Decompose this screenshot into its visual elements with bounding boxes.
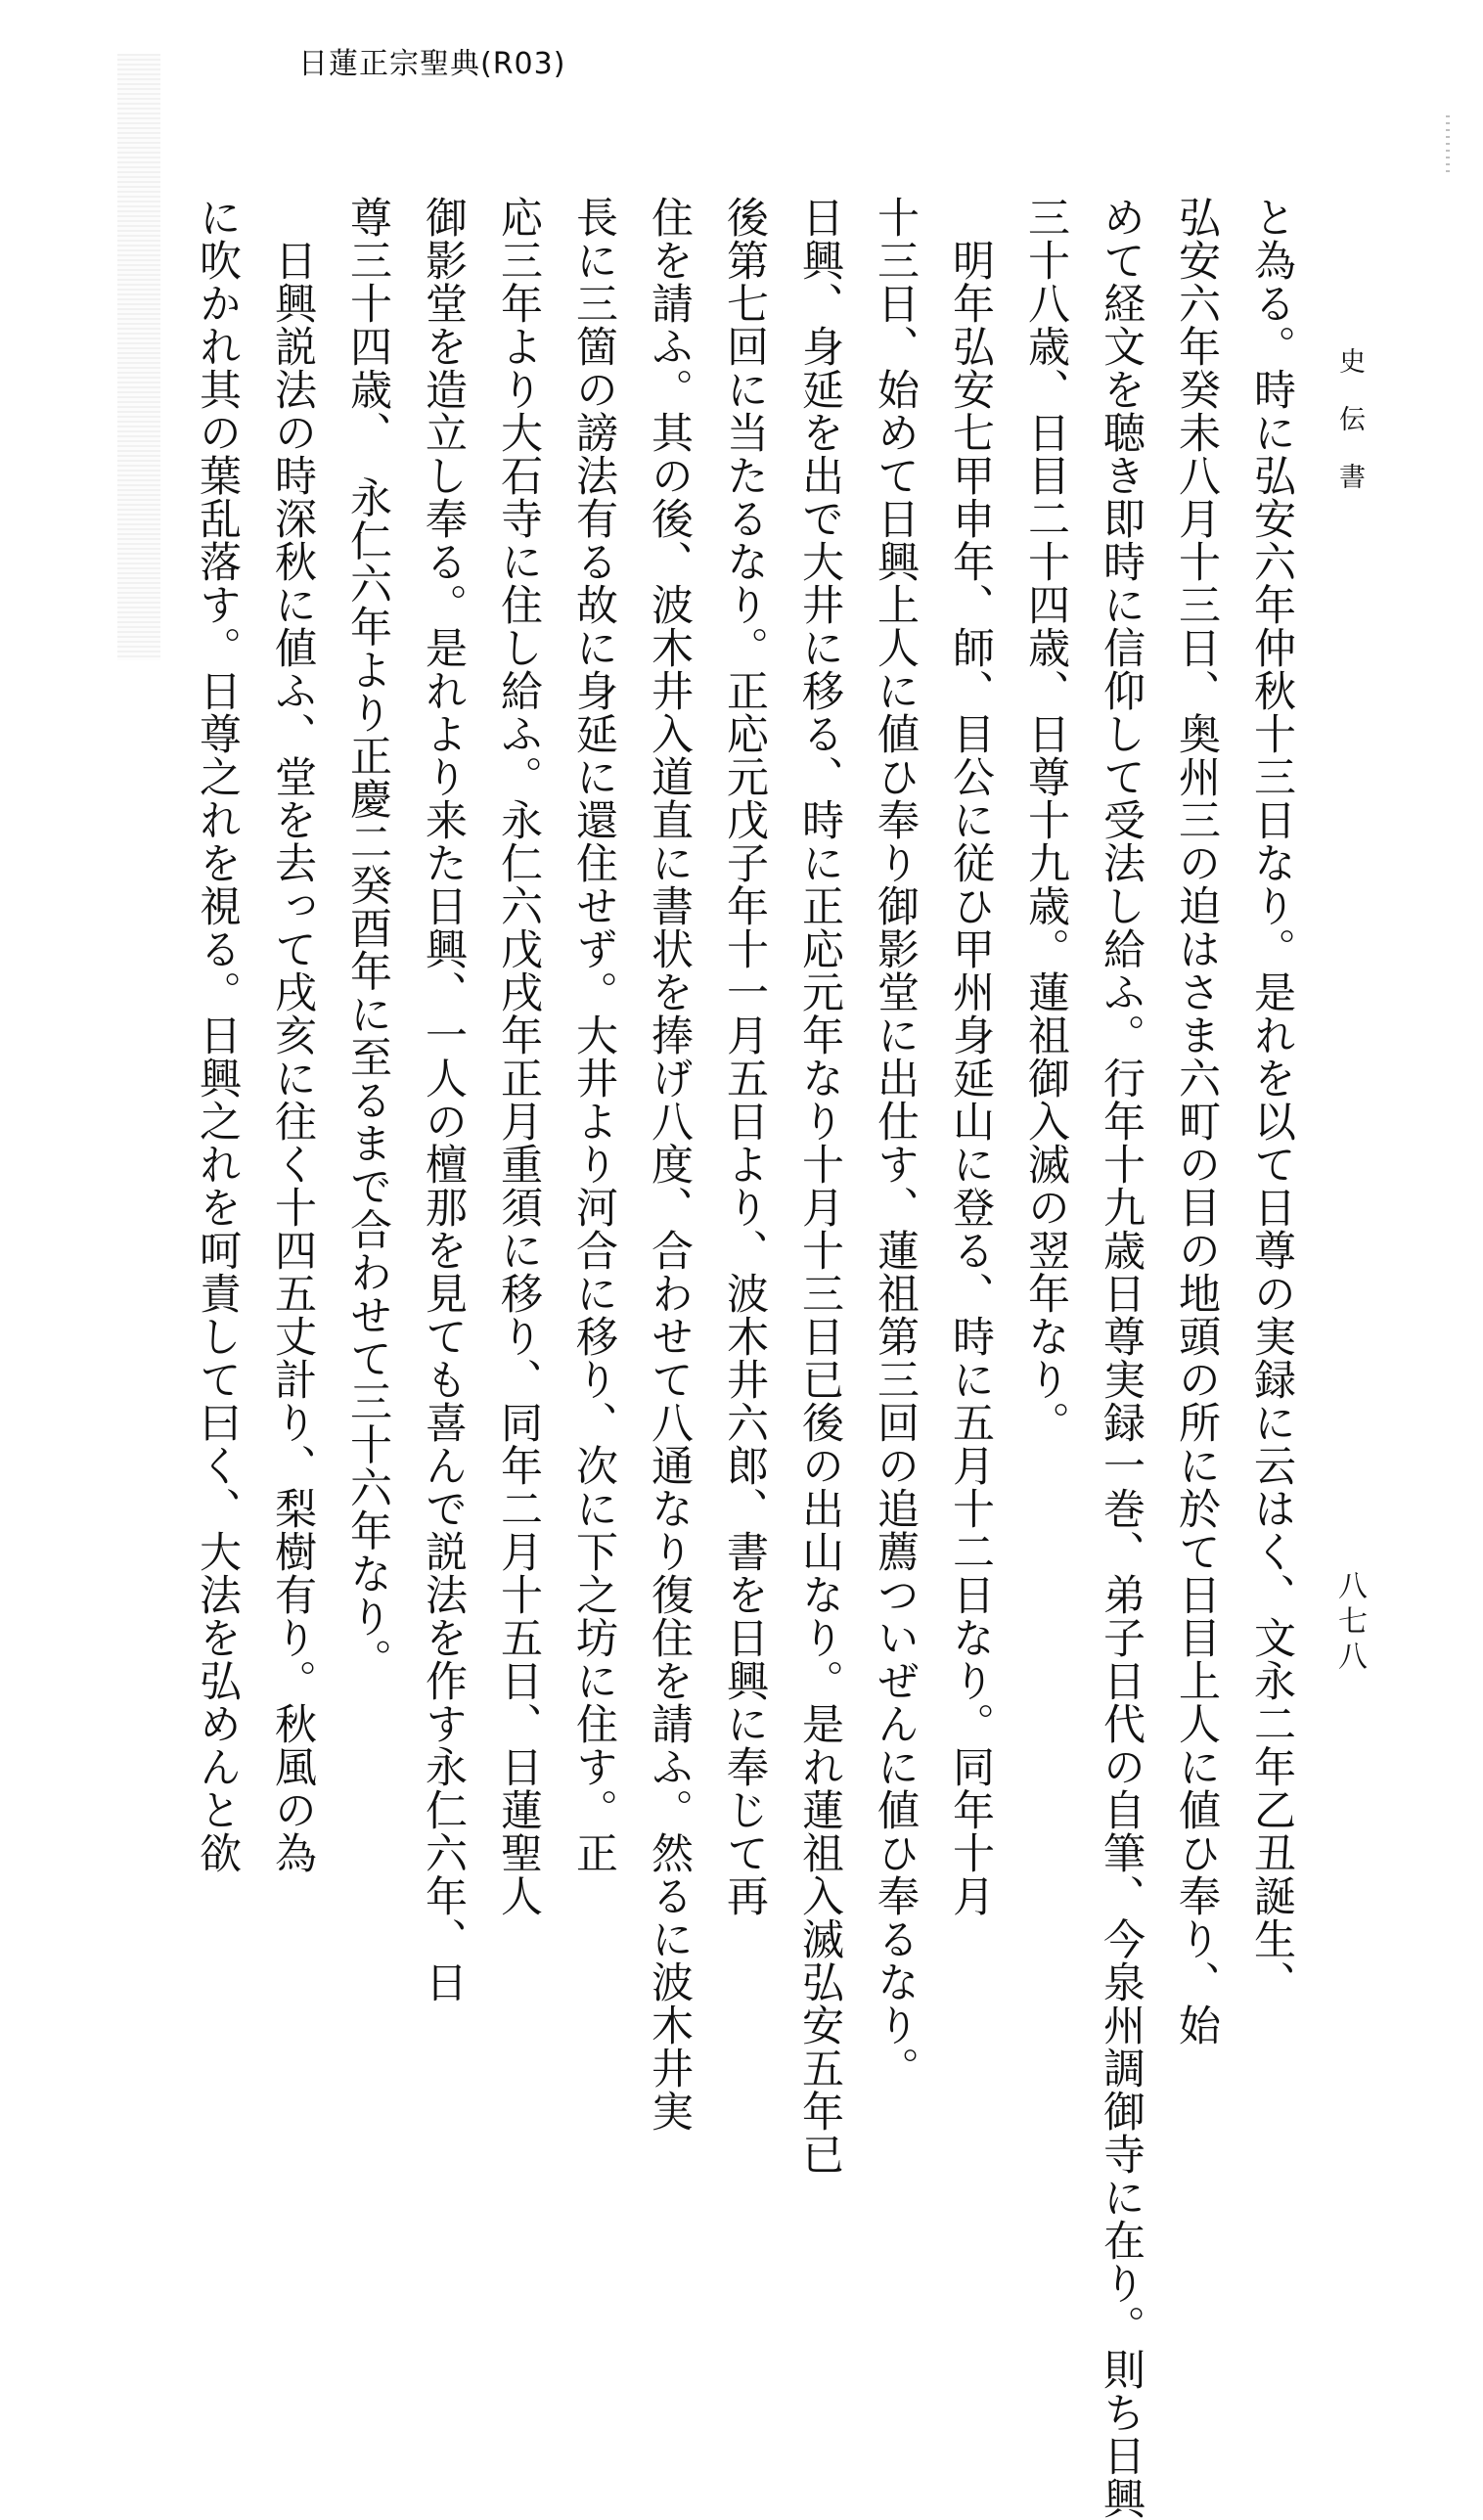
- text-column: 日興説法の時深秋に値ふ、堂を去って戌亥に往く十四五丈計り、梨樹有り。秋風の為: [268, 196, 317, 1874]
- text-column: 明年弘安七甲申年、師、目公に従ひ甲州身延山に登る、時に五月十二日なり。同年十月: [946, 196, 995, 1917]
- text-column: 三十八歳、日目二十四歳、日尊十九歳。蓮祖御入滅の翌年なり。: [1021, 196, 1070, 1444]
- page-number: 八七八: [1332, 1570, 1367, 1676]
- text-column: に吹かれ其の葉乱落す。日尊之れを視る。日興之れを呵責して曰く、大法を弘めんと欲: [193, 196, 242, 1874]
- text-column: 後第七回に当たるなり。正応元戊子年十一月五日より、波木井六郎、書を日興に奉じて再: [720, 196, 769, 1917]
- text-column: 長に三箇の謗法有る故に身延に還住せず。大井より河合に移り、次に下之坊に住す。正: [569, 196, 618, 1874]
- main-text: [176, 196, 1301, 2520]
- text-column: 十三日、始めて日興上人に値ひ奉り御影堂に出仕す、蓮祖第三回の追薦ついぜんに値ひ奉るなり。: [871, 196, 920, 2090]
- text-column: 応三年より大石寺に住し給ふ。永仁六戊戌年正月重須に移り、同年二月十五日、日蓮聖人: [494, 196, 543, 1917]
- scan-edge-shadow: [117, 54, 160, 660]
- text-column: 弘安六年癸未八月十三日、奥州三の迫はさま六町の目の地頭の所に於て日目上人に値ひ奉り、始: [1172, 196, 1221, 2047]
- text-column: と為る。時に弘安六年仲秋十三日なり。是れを以て日尊の実録に云はく、文永二年乙丑誕生、: [1247, 196, 1296, 2003]
- header-title: 日蓮正宗聖典(R03): [298, 47, 566, 81]
- text-column: めて経文を聴き即時に信仰して受法し給ふ。行年十九歳日尊実録一巻、弟子日代の自筆、今泉州調御寺に在り。則ち日興: [1097, 196, 1146, 2520]
- running-head: 史伝書: [1334, 347, 1365, 520]
- scan-dots: [1446, 115, 1450, 174]
- text-column: 御影堂を造立し奉る。是れより来た日興、一人の檀那を見ても喜んで説法を作す永仁六年、日: [419, 196, 468, 2003]
- text-column: 尊三十四歳、 永仁六年より正慶二癸酉年に至るまで合わせて三十六年なり。: [343, 196, 392, 1682]
- text-column: 住を請ふ。其の後、波木井入道直に書状を捧げ八度、合わせて八通なり復住を請ふ。然るに波木井実: [645, 196, 694, 2133]
- text-column: 日興、身延を出で大井に移る、時に正応元年なり十月十三日已後の出山なり。是れ蓮祖入滅弘安五年已: [795, 196, 844, 2176]
